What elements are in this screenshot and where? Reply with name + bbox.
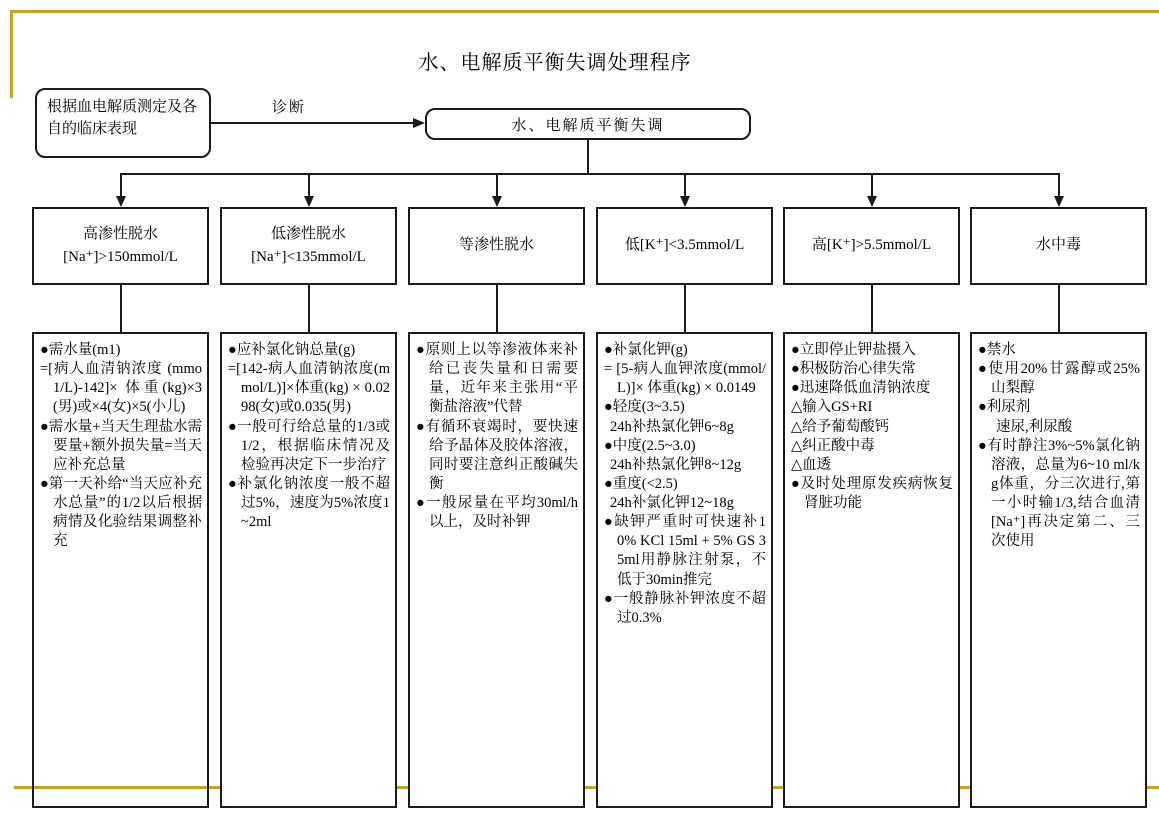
bullet-marker: ● xyxy=(228,475,238,492)
sub-line xyxy=(604,418,766,437)
item-text: 使用20%甘露醇或25%山梨醇 xyxy=(988,361,1140,397)
diagnosis-label: 诊断 xyxy=(272,100,307,116)
bullet-marker: ● xyxy=(604,514,615,531)
branch-detail-box-water-intoxication xyxy=(970,332,1147,808)
branch-arrow-stem-hypotonic-dehydration xyxy=(308,173,310,197)
branch-header-line: 低[K⁺]<3.5mmol/L xyxy=(624,237,745,254)
branch-detail-box-hypokalemia xyxy=(596,332,773,808)
triangle-item xyxy=(791,437,953,456)
branch-arrowhead-hypotonic-dehydration xyxy=(304,196,314,207)
bullet-item xyxy=(604,398,766,417)
triangle-item xyxy=(791,398,953,417)
main-condition-box xyxy=(425,108,751,140)
branch-arrowhead-water-intoxication xyxy=(1054,196,1064,207)
bullet-marker: ● xyxy=(604,437,613,454)
item-text: =[142-病人血清钠浓度(mmol/L)]×体重(kg) × 0.0298(女)或0.035(男) xyxy=(228,361,390,416)
bullet-marker: ● xyxy=(416,495,427,511)
bullet-marker: ● xyxy=(978,437,988,454)
item-text: 原则上以等渗液体来补给已丧失量和日需要量，近年来主张用“平衡盐溶液”代替 xyxy=(425,342,579,416)
branch-header-line: [Na⁺]>150mmol/L xyxy=(63,249,178,265)
branch-header-line: 高渗性脱水 xyxy=(82,225,158,242)
source-box-text: 根据血电解质测定及各自的临床表现 xyxy=(47,99,198,137)
bullet-item xyxy=(791,341,953,360)
item-text: 补氯化钾(g) xyxy=(612,342,688,358)
bullet-item xyxy=(978,437,1140,552)
item-text: 纠正酸中毒 xyxy=(802,437,875,454)
branch-header-box-hypotonic-dehydration xyxy=(220,207,397,285)
sub-line xyxy=(978,418,1140,437)
item-text: 迅速降低血清钠浓度 xyxy=(799,380,931,397)
bullet-marker: ● xyxy=(791,361,800,378)
sub-line xyxy=(604,456,766,475)
bullet-marker: ● xyxy=(40,342,49,358)
trunk-connector xyxy=(587,140,589,174)
triangle-item xyxy=(791,418,953,437)
item-text: 中度(2.5~3.0) xyxy=(612,437,696,454)
branch-stub-hypotonic-dehydration xyxy=(308,285,310,332)
bullet-item xyxy=(604,590,766,628)
branch-stub-isotonic-dehydration xyxy=(496,285,498,332)
diagnosis-arrowhead xyxy=(413,118,425,128)
item-text: 重度(<2.5) xyxy=(612,475,678,492)
bullet-item xyxy=(791,379,953,398)
branch-arrowhead-isotonic-dehydration xyxy=(492,196,502,207)
item-text: =[病人血清钠浓度 (mmo1/L)-142]× 体重(kg)×3(男)或×4(女)×5(小儿) xyxy=(40,361,202,416)
bullet-item xyxy=(604,475,766,494)
item-text: 立即停止钾盐摄入 xyxy=(799,342,916,358)
item-text: 输入GS+RI xyxy=(802,399,873,416)
branch-stub-hyperkalemia xyxy=(871,285,873,332)
branch-arrow-stem-hyperkalemia xyxy=(871,173,873,197)
bullet-item xyxy=(416,418,578,495)
item-text: 缺钾严重时可快速补10% KCl 15ml + 5% GS 35ml用静脉注射泵，不低于30min推完 xyxy=(614,514,766,588)
item-text: 补氯化钠浓度一般不超过5%，速度为5%浓度1~2ml xyxy=(237,475,391,531)
item-text: 一般可行给总量的1/3或1/2，根据临床情况及检验再决定下一步治疗 xyxy=(237,418,390,473)
bullet-item xyxy=(228,475,390,532)
branch-arrow-stem-isotonic-dehydration xyxy=(496,173,498,197)
bullet-item xyxy=(604,341,766,360)
branch-header-box-hyperkalemia xyxy=(783,207,960,285)
branch-header-box-hypokalemia xyxy=(596,207,773,285)
distribution-line xyxy=(120,173,1060,175)
branch-header-line: 等渗性脱水 xyxy=(458,237,534,254)
item-text: 24h补热氯化钾6~8g xyxy=(610,418,734,435)
item-text: 需水量+当天生理盐水需要量+额外损失量=当天应补充总量 xyxy=(48,418,202,473)
bullet-item xyxy=(228,418,390,475)
bullet-marker: ● xyxy=(228,418,238,435)
source-box xyxy=(35,88,211,158)
branch-stub-water-intoxication xyxy=(1058,285,1060,332)
branch-header-box-isotonic-dehydration xyxy=(408,207,585,285)
bullet-item xyxy=(40,475,202,552)
branch-stub-hypertonic-dehydration xyxy=(120,285,122,332)
bullet-marker: ● xyxy=(416,418,426,435)
branch-detail-box-hyperkalemia xyxy=(783,332,960,808)
item-text: 给予葡萄酸钙 xyxy=(802,418,890,435)
bullet-marker: ● xyxy=(791,342,800,358)
branch-stub-hypokalemia xyxy=(684,285,686,332)
bullet-marker: ● xyxy=(978,361,989,378)
sub-line xyxy=(604,360,766,398)
triangle-marker: △ xyxy=(791,399,803,416)
item-text: 第一天补给“当天应补充水总量”的1/2以后根据病情及化验结果调整补充 xyxy=(48,475,202,550)
branch-arrow-stem-hypokalemia xyxy=(684,173,686,197)
bullet-item xyxy=(228,341,390,360)
bullet-marker: ● xyxy=(978,342,987,358)
bullet-marker: ● xyxy=(604,342,613,358)
item-text: 需水量(m1) xyxy=(48,342,121,358)
item-text: 有循环衰竭时，要快速给予晶体及胶体溶液，同时要注意纠正酸碱失衡 xyxy=(425,418,579,492)
item-text: 24h补氯化钾12~18g xyxy=(610,495,734,511)
branch-header-box-water-intoxication xyxy=(970,207,1147,285)
item-text: 一般尿量在平均30ml/h以上，及时补钾 xyxy=(426,495,578,531)
branch-header-line: 高[K⁺]>5.5mmol/L xyxy=(811,237,932,254)
bullet-marker: ● xyxy=(791,380,800,397)
triangle-marker: △ xyxy=(791,456,803,473)
bullet-marker: ● xyxy=(791,475,801,492)
bullet-marker: ● xyxy=(228,342,237,358)
bullet-marker: ● xyxy=(40,475,49,492)
bullet-marker: ● xyxy=(978,399,987,416)
branch-detail-box-isotonic-dehydration xyxy=(408,332,585,808)
bullet-marker: ● xyxy=(416,342,426,358)
branch-header-line: 低渗性脱水 xyxy=(270,225,346,242)
bullet-marker: ● xyxy=(604,475,613,492)
bullet-marker: ● xyxy=(604,399,613,416)
item-text: = [5-病人血钾浓度(mmol/L)]× 体重(kg) × 0.0149 xyxy=(604,361,766,397)
bullet-item xyxy=(40,341,202,360)
branch-arrow-stem-water-intoxication xyxy=(1058,173,1060,197)
branch-header-line: 水中毒 xyxy=(1035,237,1081,254)
item-text: 一般静脉补钾浓度不超过0.3% xyxy=(613,590,767,626)
item-text: 速尿,利尿酸 xyxy=(996,418,1073,435)
item-text: 应补氯化钠总量(g) xyxy=(236,342,356,358)
item-text: 血透 xyxy=(802,456,832,473)
bullet-marker: ● xyxy=(40,418,49,435)
bullet-item xyxy=(416,341,578,418)
item-text: 及时处理原发疾病恢复肾脏功能 xyxy=(800,475,954,511)
bullet-item xyxy=(978,341,1140,360)
sub-line xyxy=(604,494,766,513)
triangle-marker: △ xyxy=(791,437,803,454)
bullet-item xyxy=(791,360,953,379)
main-condition-text: 水、电解质平衡失调 xyxy=(511,117,665,134)
branch-arrowhead-hypokalemia xyxy=(680,196,690,207)
bullet-item xyxy=(40,418,202,475)
branch-detail-box-hypotonic-dehydration xyxy=(220,332,397,808)
triangle-item xyxy=(791,456,953,475)
page-title: 水、电解质平衡失调处理程序 xyxy=(418,52,692,74)
item-text: 禁水 xyxy=(986,342,1016,358)
branch-header-line: [Na⁺]<135mmol/L xyxy=(251,249,366,265)
bullet-item xyxy=(604,437,766,456)
item-text: 24h补热氯化钾8~12g xyxy=(610,456,742,473)
bullet-item xyxy=(978,360,1140,398)
item-text: 轻度(3~3.5) xyxy=(612,399,685,416)
branch-header-box-hypertonic-dehydration xyxy=(32,207,209,285)
accent-top-border xyxy=(10,10,1159,13)
sub-line xyxy=(40,360,202,417)
branch-arrow-stem-hypertonic-dehydration xyxy=(120,173,122,197)
bullet-marker: ● xyxy=(604,590,614,607)
item-text: 利尿剂 xyxy=(986,399,1031,416)
bullet-item xyxy=(416,494,578,532)
triangle-marker: △ xyxy=(791,418,803,435)
item-text: 积极防治心律失常 xyxy=(799,361,916,378)
branch-detail-box-hypertonic-dehydration xyxy=(32,332,209,808)
branch-arrowhead-hypertonic-dehydration xyxy=(116,196,126,207)
branch-arrowhead-hyperkalemia xyxy=(867,196,877,207)
bullet-item xyxy=(604,513,766,590)
sub-line xyxy=(228,360,390,417)
diagnosis-arrow-line xyxy=(210,122,414,124)
item-text: 有时静注3%~5%氯化钠溶液，总量为6~10 ml/kg体重，分三次进行,第一小时输1/3,结合血清[Na⁺]再决定第二、三次使用 xyxy=(987,437,1140,550)
bullet-item xyxy=(978,398,1140,417)
bullet-item xyxy=(791,475,953,513)
